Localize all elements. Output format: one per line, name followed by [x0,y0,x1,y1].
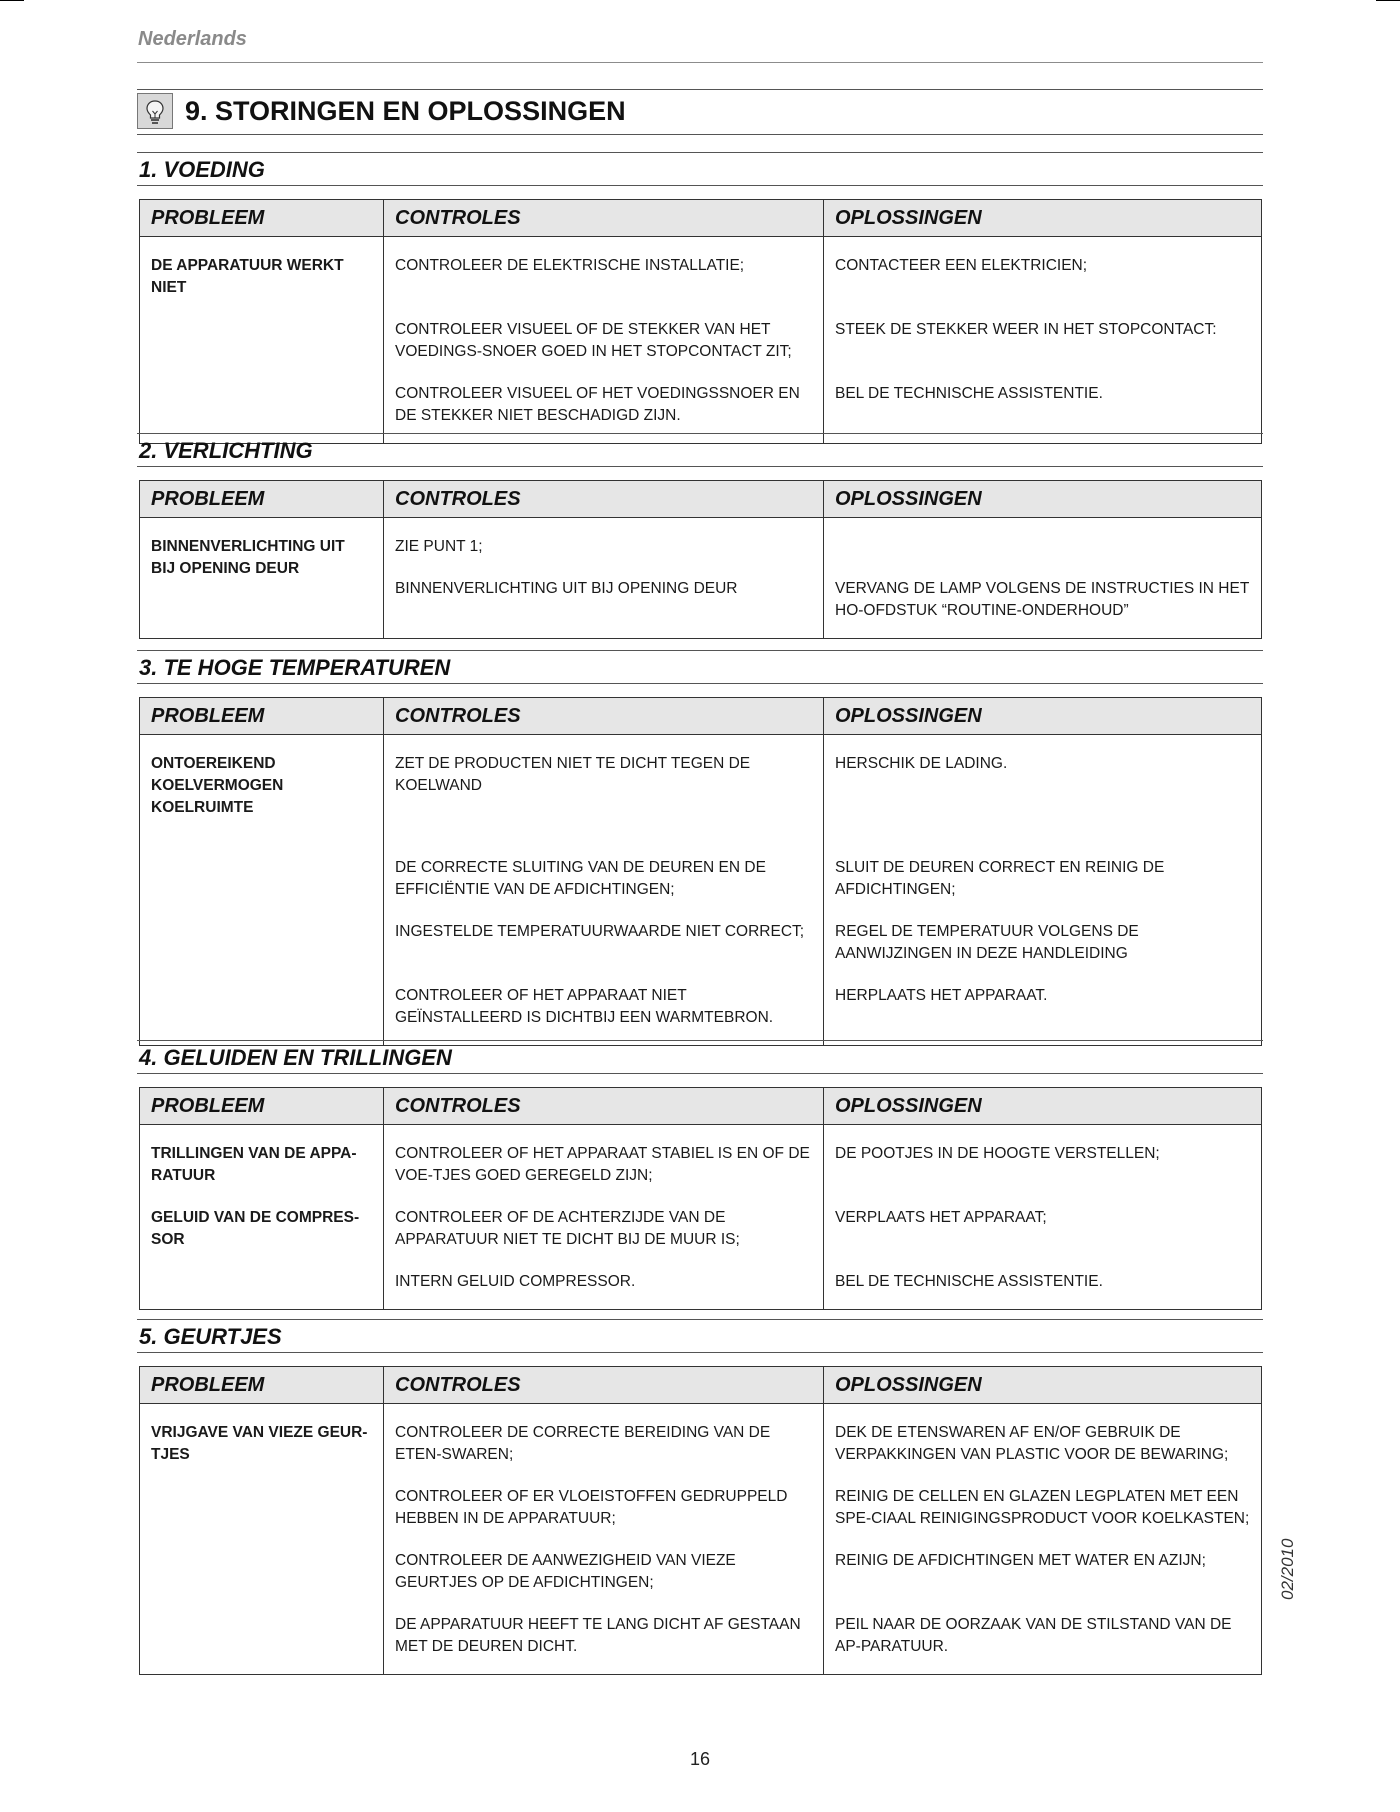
check-cell: CONTROLEER DE AANWEZIGHEID VAN VIEZE GEURTJES OP DE AFDICHTINGEN; [384,1530,824,1594]
problem-cell: BINNENVERLICHTING UIT BIJ OPENING DEUR [140,518,384,639]
column-header-solutions: OPLOSSINGEN [824,1367,1262,1404]
problem-cell: TRILLINGEN VAN DE APPA-RATUUR [140,1125,384,1188]
problem-cell: VRIJGAVE VAN VIEZE GEUR-TJES [140,1404,384,1467]
table-row [140,1187,1262,1251]
section-rule-top [137,433,1263,434]
table-row [140,735,1262,838]
solution-cell: HERPLAATS HET APPARAAT. [824,965,1262,1046]
chapter-rule-top [137,89,1263,90]
section-title-voeding: 1. VOEDING [139,157,265,182]
problem-cell [140,1466,384,1530]
table-row [140,1251,1262,1310]
check-cell: BINNENVERLICHTING UIT BIJ OPENING DEUR [384,558,824,639]
table-voeding [139,199,1262,444]
solution-cell: STEEK DE STEKKER WEER IN HET STOPCONTACT: [824,299,1262,363]
problem-cell [140,1251,384,1310]
solution-cell: VERPLAATS HET APPARAAT; [824,1187,1262,1251]
problem-cell [140,901,384,965]
table-temperaturen [139,697,1262,1046]
table-row [140,1125,1262,1188]
problem-cell [140,837,384,901]
section-rule-bottom [137,185,1263,186]
check-cell: CONTROLEER VISUEEL OF DE STEKKER VAN HET VOEDINGS-SNOER GOED IN HET STOPCONTACT ZIT; [384,299,824,363]
language-label: Nederlands [138,28,247,50]
column-header-problem: PROBLEEM [140,698,384,735]
problem-cell [140,965,384,1046]
table-row [140,237,1262,300]
column-header-problem: PROBLEEM [140,481,384,518]
section-rule-top [137,650,1263,651]
solution-cell: VERVANG DE LAMP VOLGENS DE INSTRUCTIES IN HET HO-OFDSTUK “ROUTINE-ONDERHOUD” [824,558,1262,639]
column-header-checks: CONTROLES [384,200,824,237]
check-cell: ZET DE PRODUCTEN NIET TE DICHT TEGEN DE KOELWAND [384,735,824,838]
column-header-checks: CONTROLES [384,481,824,518]
table-geurtjes [139,1366,1262,1675]
column-header-checks: CONTROLES [384,1367,824,1404]
solution-cell: REINIG DE AFDICHTINGEN MET WATER EN AZIJN; [824,1530,1262,1594]
solution-cell: SLUIT DE DEUREN CORRECT EN REINIG DE AFDICHTINGEN; [824,837,1262,901]
page-number: 16 [689,1749,711,1769]
column-header-problem: PROBLEEM [140,1088,384,1125]
section-rule-top [137,1319,1263,1320]
check-cell: INTERN GELUID COMPRESSOR. [384,1251,824,1310]
crop-mark-right [1376,0,1400,1]
column-header-solutions: OPLOSSINGEN [824,698,1262,735]
chapter-rule-bottom [137,134,1263,135]
check-cell: DE APPARATUUR HEEFT TE LANG DICHT AF GESTAAN MET DE DEUREN DICHT. [384,1594,824,1675]
problem-cell [140,363,384,444]
section-rule-top [137,1040,1263,1041]
section-rule-bottom [137,1352,1263,1353]
problem-cell: GELUID VAN DE COMPRES-SOR [140,1187,384,1251]
table-row [140,363,1262,444]
column-header-solutions: OPLOSSINGEN [824,1088,1262,1125]
column-header-problem: PROBLEEM [140,1367,384,1404]
solution-cell: CONTACTEER EEN ELEKTRICIEN; [824,237,1262,300]
problem-cell [140,1530,384,1594]
section-rule-bottom [137,683,1263,684]
problem-cell [140,299,384,363]
check-cell: CONTROLEER OF ER VLOEISTOFFEN GEDRUPPELD HEBBEN IN DE APPARATUUR; [384,1466,824,1530]
chapter-title: 9. STORINGEN EN OPLOSSINGEN [185,96,626,126]
check-cell: CONTROLEER DE CORRECTE BEREIDING VAN DE ETEN-SWAREN; [384,1404,824,1467]
check-cell: CONTROLEER OF HET APPARAAT NIET GEÏNSTALLEERD IS DICHTBIJ EEN WARMTEBRON. [384,965,824,1046]
table-row [140,901,1262,965]
table-row [140,1404,1262,1467]
check-cell: INGESTELDE TEMPERATUURWAARDE NIET CORRECT; [384,901,824,965]
table-geluiden [139,1087,1262,1310]
solution-cell: REGEL DE TEMPERATUUR VOLGENS DE AANWIJZINGEN IN DEZE HANDLEIDING [824,901,1262,965]
table-row [140,518,1262,559]
solution-cell: HERSCHIK DE LADING. [824,735,1262,838]
solution-cell [824,518,1262,559]
column-header-checks: CONTROLES [384,698,824,735]
check-cell: CONTROLEER VISUEEL OF HET VOEDINGSSNOER EN DE STEKKER NIET BESCHADIGD ZIJN. [384,363,824,444]
table-verlichting [139,480,1262,639]
check-cell: CONTROLEER OF HET APPARAAT STABIEL IS EN OF DE VOE-TJES GOED GEREGELD ZIJN; [384,1125,824,1188]
check-cell: CONTROLEER OF DE ACHTERZIJDE VAN DE APPARATUUR NIET TE DICHT BIJ DE MUUR IS; [384,1187,824,1251]
section-title-geurtjes: 5. GEURTJES [139,1324,282,1349]
problem-cell [140,1594,384,1675]
solution-cell: PEIL NAAR DE OORZAAK VAN DE STILSTAND VAN DE AP-PARATUUR. [824,1594,1262,1675]
section-rule-bottom [137,1073,1263,1074]
solution-cell: DEK DE ETENSWAREN AF EN/OF GEBRUIK DE VERPAKKINGEN VAN PLASTIC VOOR DE BEWARING; [824,1404,1262,1467]
solution-cell: BEL DE TECHNISCHE ASSISTENTIE. [824,363,1262,444]
lightbulb-icon [137,93,173,129]
column-header-problem: PROBLEEM [140,200,384,237]
table-row [140,1530,1262,1594]
column-header-solutions: OPLOSSINGEN [824,200,1262,237]
crop-mark-left [0,0,24,1]
solution-cell: BEL DE TECHNISCHE ASSISTENTIE. [824,1251,1262,1310]
solution-cell: DE POOTJES IN DE HOOGTE VERSTELLEN; [824,1125,1262,1188]
section-rule-top [137,152,1263,153]
revision-date: 02/2010 [1278,1538,1297,1600]
section-rule-bottom [137,466,1263,467]
table-row [140,299,1262,363]
check-cell: CONTROLEER DE ELEKTRISCHE INSTALLATIE; [384,237,824,300]
table-row [140,1594,1262,1675]
section-title-geluiden: 4. GELUIDEN EN TRILLINGEN [139,1045,452,1070]
check-cell: DE CORRECTE SLUITING VAN DE DEUREN EN DE EFFICIËNTIE VAN DE AFDICHTINGEN; [384,837,824,901]
problem-cell: ONTOEREIKEND KOELVERMOGEN KOELRUIMTE [140,735,384,838]
table-row [140,1466,1262,1530]
header-rule [137,62,1263,63]
section-title-verlichting: 2. VERLICHTING [139,438,313,463]
column-header-solutions: OPLOSSINGEN [824,481,1262,518]
check-cell: ZIE PUNT 1; [384,518,824,559]
solution-cell: REINIG DE CELLEN EN GLAZEN LEGPLATEN MET EEN SPE-CIAAL REINIGINGSPRODUCT VOOR KOELKASTEN; [824,1466,1262,1530]
table-row [140,837,1262,901]
section-title-temperaturen: 3. TE HOGE TEMPERATUREN [139,655,451,680]
table-row [140,965,1262,1046]
problem-cell: DE APPARATUUR WERKT NIET [140,237,384,300]
column-header-checks: CONTROLES [384,1088,824,1125]
chapter-header [137,92,1263,134]
